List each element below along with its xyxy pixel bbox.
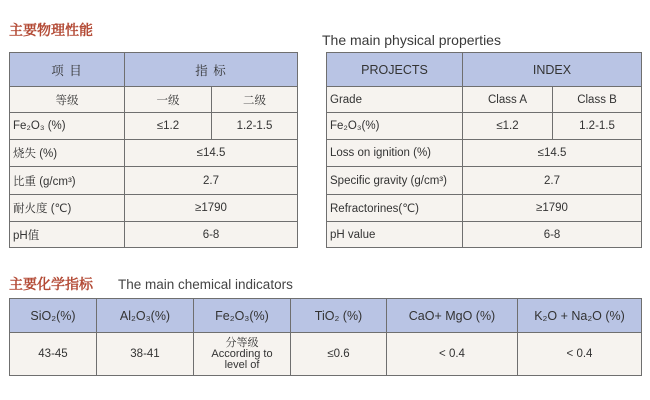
header-cao-mgo: CaO+ MgO (%) xyxy=(387,299,518,333)
ph-label-en: pH value xyxy=(327,222,463,248)
ph-value-en: 6-8 xyxy=(463,222,642,248)
loss-label: 烧失 (%) xyxy=(10,140,125,167)
value-k2o-na2o: < 0.4 xyxy=(518,333,642,376)
loss-value: ≤14.5 xyxy=(125,140,298,167)
fe2o3-grade-2: 1.2-1.5 xyxy=(212,113,298,140)
header-al2o3: Al₂O₃(%) xyxy=(97,299,194,333)
refractoriness-value: ≥1790 xyxy=(125,195,298,222)
grade-label: 等级 xyxy=(10,87,125,113)
fe2o3-label-en: Fe₂O₃(%) xyxy=(327,113,463,140)
refractoriness-value-en: ≥1790 xyxy=(463,195,642,222)
header-projects: PROJECTS xyxy=(327,53,463,87)
refractoriness-label: 耐火度 (℃) xyxy=(10,195,125,222)
grade-1: 一级 xyxy=(125,87,212,113)
gravity-label-en: Specific gravity (g/cm³) xyxy=(327,167,463,195)
gravity-label: 比重 (g/cm³) xyxy=(10,167,125,195)
chemical-title-cn: 主要化学指标 xyxy=(9,277,93,293)
header-item: 项 目 xyxy=(10,53,125,87)
header-index-en: INDEX xyxy=(463,53,642,87)
value-sio2: 43-45 xyxy=(10,333,97,376)
grade-label-en: Grade xyxy=(327,87,463,113)
gravity-value: 2.7 xyxy=(125,167,298,195)
header-tio2: TiO₂ (%) xyxy=(291,299,387,333)
physical-table-en xyxy=(326,52,642,248)
fe2o3-class-a: ≤1.2 xyxy=(463,113,553,140)
chemical-table xyxy=(9,298,642,376)
class-b: Class B xyxy=(553,87,642,113)
physical-table-cn xyxy=(9,52,298,248)
value-cao-mgo: < 0.4 xyxy=(387,333,518,376)
grade-2: 二级 xyxy=(212,87,298,113)
value-tio2: ≤0.6 xyxy=(291,333,387,376)
header-k2o-na2o: K₂O + Na₂O (%) xyxy=(518,299,642,333)
loss-value-en: ≤14.5 xyxy=(463,140,642,167)
refractoriness-label-en: Refractorines(℃) xyxy=(327,195,463,222)
value-al2o3: 38-41 xyxy=(97,333,194,376)
ph-label: pH值 xyxy=(10,222,125,248)
chemical-title-en: The main chemical indicators xyxy=(118,277,293,292)
header-index: 指 标 xyxy=(125,53,298,87)
header-sio2: SiO₂(%) xyxy=(10,299,97,333)
loss-label-en: Loss on ignition (%) xyxy=(327,140,463,167)
value-fe2o3: 分等级 According to level of xyxy=(194,333,291,376)
ph-value: 6-8 xyxy=(125,222,298,248)
class-a: Class A xyxy=(463,87,553,113)
physical-title-en: The main physical properties xyxy=(322,32,501,48)
fe2o3-label: Fe₂O₃ (%) xyxy=(10,113,125,140)
header-fe2o3: Fe₂O₃(%) xyxy=(194,299,291,333)
fe2o3-grade-1: ≤1.2 xyxy=(125,113,212,140)
physical-title-cn: 主要物理性能 xyxy=(9,23,93,39)
gravity-value-en: 2.7 xyxy=(463,167,642,195)
fe2o3-class-b: 1.2-1.5 xyxy=(553,113,642,140)
